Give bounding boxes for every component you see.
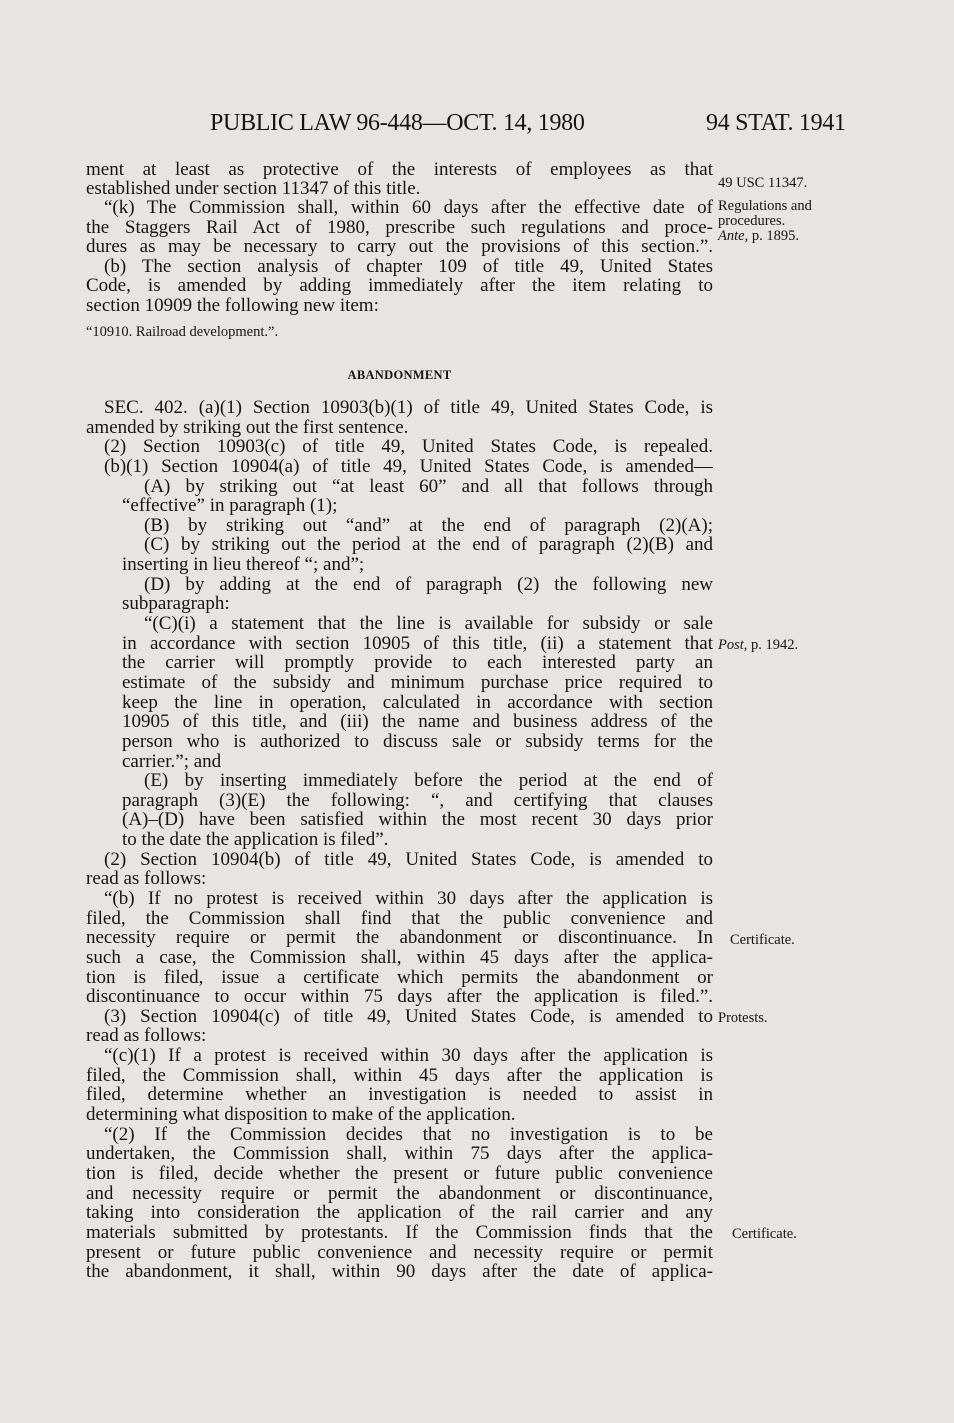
- text-line: filed, the Commission shall find that the public convenience and: [86, 908, 713, 929]
- text-line: read as follows:: [86, 868, 207, 890]
- text-line: subparagraph:: [122, 593, 230, 615]
- text-line: filed, determine whether an investigation is needed to assist in: [86, 1085, 713, 1106]
- text-line: (b) The section analysis of chapter 109 of title 49, United States: [104, 257, 713, 277]
- margin-note-usc: 49 USC 11347.: [718, 175, 808, 191]
- text-line: materials submitted by protestants. If the Commission finds that the: [86, 1222, 713, 1243]
- text-line: and necessity require or permit the abandonment or discontinuance,: [86, 1183, 713, 1204]
- text-line: keep the line in operation, calculated in accordance with section: [122, 692, 713, 713]
- text-line: (C) by striking out the period at the end of paragraph (2)(B) and: [144, 535, 713, 556]
- text-line: “10910. Railroad development.”.: [86, 324, 279, 340]
- text-line: “(k) The Commission shall, within 60 days after the effective date of: [104, 198, 713, 218]
- text-line: in accordance with section 10905 of this title, (ii) a statement that: [122, 633, 713, 654]
- margin-note-ante: [718, 229, 799, 244]
- text-line: amended by striking out the first sentence.: [86, 416, 409, 438]
- text-line: “(b) If no protest is received within 30 days after the application is: [104, 889, 713, 909]
- text-line: present or future public convenience and necessity require or permit: [86, 1242, 713, 1263]
- margin-note-certificate: Certificate.: [730, 932, 795, 948]
- post-label: Post,: [718, 637, 748, 653]
- text-line: (A)–(D) have been satisfied within the most recent 30 days prior: [122, 810, 713, 831]
- text-line: Code, is amended by adding immediately after the item relating to: [86, 276, 713, 296]
- text-line: taking into consideration the application of the rail carrier and any: [86, 1203, 713, 1224]
- text-line: the carrier will promptly provide to each interested party an: [122, 653, 713, 674]
- text-line: ment at least as protective of the interests of employees as that: [86, 160, 713, 180]
- text-line: established under section 11347 of this title.: [86, 178, 421, 199]
- text-line: inserting in lieu thereof “; and”;: [122, 554, 365, 576]
- section-heading: ABANDONMENT: [347, 368, 452, 382]
- text-line: (B) by striking out “and” at the end of paragraph (2)(A);: [144, 515, 713, 536]
- text-line: tion is filed, decide whether the present or future public convenience: [86, 1163, 713, 1184]
- ante-label: Ante,: [718, 228, 749, 244]
- text-line: section 10909 the following new item:: [86, 295, 379, 316]
- text-line: carrier.”; and: [122, 750, 222, 772]
- margin-note-regulations-2: procedures.: [718, 213, 786, 229]
- running-header-title: PUBLIC LAW 96-448—OCT. 14, 1980: [210, 110, 585, 136]
- text-line: estimate of the subsidy and minimum purchase price required to: [122, 672, 713, 693]
- text-line: dures as may be necessary to carry out the provisions of this section.”.: [86, 237, 713, 257]
- text-line: undertaken, the Commission shall, within 75 days after the applica-: [86, 1144, 713, 1165]
- text-line: (3) Section 10904(c) of title 49, United States Code, is amended to: [104, 1006, 713, 1027]
- text-line: discontinuance to occur within 75 days after the application is filed.”.: [86, 987, 713, 1008]
- margin-note-protests: Protests.: [718, 1010, 768, 1026]
- text-line: necessity require or permit the abandonment or discontinuance. In: [86, 928, 713, 949]
- text-line: SEC. 402. (a)(1) Section 10903(b)(1) of title 49, United States Code, is: [104, 398, 713, 418]
- text-line: to the date the application is filed”.: [122, 829, 389, 851]
- text-line: tion is filed, issue a certificate which permits the abandonment or: [86, 967, 713, 988]
- margin-note-regulations: Regulations and: [718, 198, 812, 214]
- text-line: (E) by inserting immediately before the period at the end of: [144, 771, 713, 792]
- text-line: the abandonment, it shall, within 90 days after the date of applica-: [86, 1262, 713, 1283]
- ante-page: p. 1895.: [748, 228, 799, 244]
- text-line: person who is authorized to discuss sale or subsidy terms for the: [122, 731, 713, 752]
- text-line: (A) by striking out “at least 60” and all that follows through: [144, 476, 713, 497]
- text-line: the Staggers Rail Act of 1980, prescribe such regulations and proce-: [86, 218, 713, 238]
- text-line: filed, the Commission shall, within 45 days after the application is: [86, 1065, 713, 1086]
- text-line: paragraph (3)(E) the following: “, and certifying that clauses: [122, 790, 713, 811]
- text-line: (2) Section 10904(b) of title 49, United States Code, is amended to: [104, 849, 713, 870]
- text-line: “(C)(i) a statement that the line is available for subsidy or sale: [144, 614, 713, 635]
- text-line: (D) by adding at the end of paragraph (2) the following new: [144, 574, 713, 595]
- text-line: (b)(1) Section 10904(a) of title 49, United States Code, is amended—: [104, 456, 713, 477]
- text-line: “(c)(1) If a protest is received within 30 days after the application is: [104, 1046, 713, 1067]
- margin-note-post: [718, 638, 798, 653]
- text-line: read as follows:: [86, 1025, 207, 1047]
- margin-note-certificate-2: Certificate.: [732, 1226, 797, 1242]
- post-page: p. 1942.: [747, 637, 799, 653]
- text-line: “effective” in paragraph (1);: [122, 495, 338, 517]
- text-line: 10905 of this title, and (iii) the name and business address of the: [122, 712, 713, 733]
- text-line: (2) Section 10903(c) of title 49, United States Code, is repealed.: [104, 437, 713, 458]
- text-line: determining what disposition to make of the application.: [86, 1104, 516, 1126]
- text-line: such a case, the Commission shall, within 45 days after the applica-: [86, 947, 713, 968]
- running-header-page: 94 STAT. 1941: [706, 110, 846, 136]
- text-line: “(2) If the Commission decides that no investigation is to be: [104, 1124, 713, 1145]
